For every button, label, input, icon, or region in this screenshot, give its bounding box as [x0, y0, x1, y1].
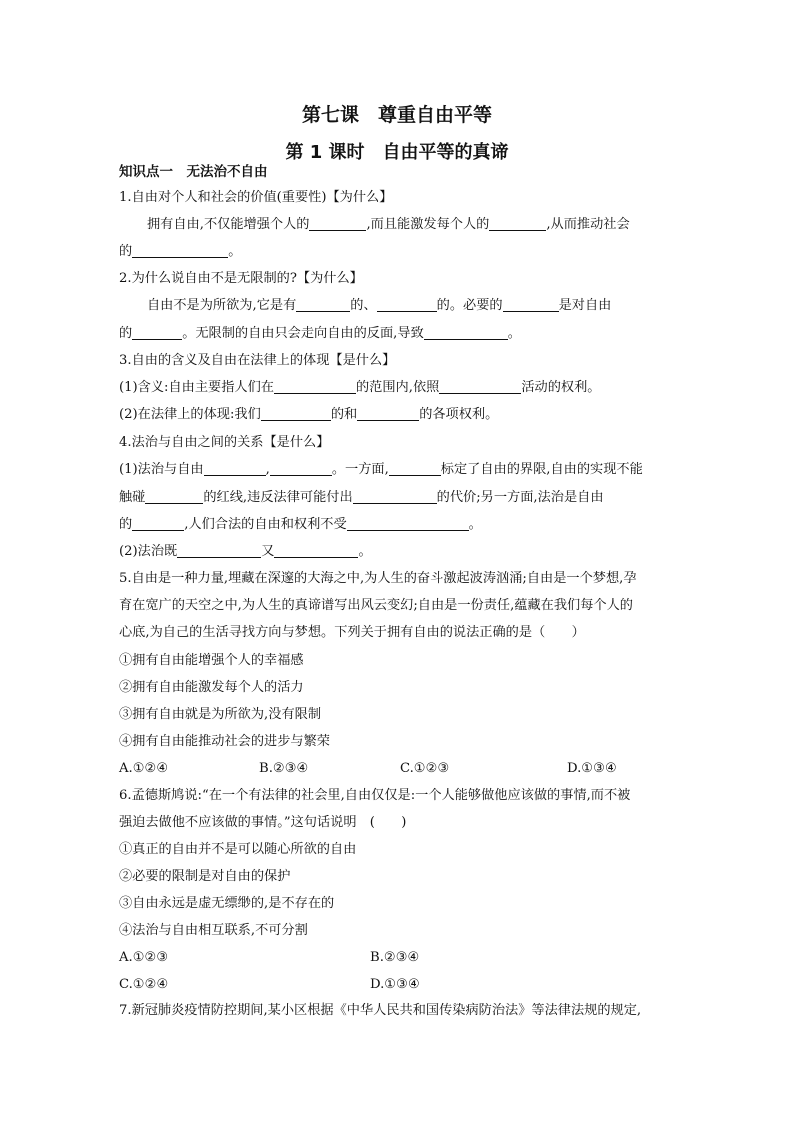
- q1-line2: 的 。: [119, 244, 242, 259]
- q3-line2: (2)在法律上的体现:我们 的和 的各项权利。: [119, 407, 499, 422]
- q5-statement-4: ④拥有自由能推动社会的进步与繁荣: [119, 734, 330, 749]
- q5-line2: 育在宽广的天空之中,为人生的真谛谱写出风云变幻;自由是一份责任,蕴藏在我们每个人的: [119, 598, 633, 613]
- fill-blank[interactable]: [132, 242, 228, 258]
- q6-statement-4: ④法治与自由相互联系,不可分割: [119, 923, 308, 938]
- q4-heading: 4.法治与自由之间的关系【是什么】: [119, 435, 330, 450]
- fill-blank[interactable]: [439, 378, 521, 394]
- q6-line1: 6.孟德斯鸠说:“在一个有法律的社会里,自由仅仅是:一个人能够做他应该做的事情,而不被: [119, 788, 631, 803]
- page-subtitle: 第 1 课时 自由平等的真谛: [285, 142, 509, 163]
- q1-heading: 1.自由对个人和社会的价值(重要性)【为什么】: [119, 190, 393, 205]
- section-heading: 知识点一 无法治不自由: [119, 164, 268, 180]
- fill-blank[interactable]: [489, 215, 546, 231]
- q5-statement-1: ①拥有自由能增强个人的幸福感: [119, 653, 304, 668]
- q2-heading: 2.为什么说自由不是无限制的?【为什么】: [119, 271, 363, 286]
- q4-line2: 触碰 的红线,违反法律可能付出 的代价;另一方面,法治是自由: [119, 490, 604, 505]
- fill-blank[interactable]: [261, 405, 331, 421]
- q4-line3: 的 ,人们合法的自由和权利不受 。: [119, 517, 482, 532]
- fill-blank[interactable]: [177, 542, 261, 558]
- q6-option-d[interactable]: D.①③④: [370, 977, 420, 992]
- q6-statement-2: ②必要的限制是对自由的保护: [119, 869, 291, 884]
- fill-blank[interactable]: [145, 488, 203, 504]
- q1-line1: 拥有自由,不仅能增强个人的 ,而且能激发每个人的 ,从而推动社会: [147, 217, 630, 232]
- q2-line1: 自由不是为所欲为,它是有 的、 的。必要的 是对自由: [147, 298, 612, 313]
- q6-line2: 强迫去做他不应该做的事情。”这句话说明 ( ): [119, 815, 407, 830]
- q5-statement-3: ③拥有自由就是为所欲为,没有限制: [119, 707, 322, 722]
- fill-blank[interactable]: [347, 515, 469, 531]
- q6-statement-1: ①真正的自由并不是可以随心所欲的自由: [119, 842, 357, 857]
- fill-blank[interactable]: [274, 378, 356, 394]
- fill-blank[interactable]: [353, 488, 437, 504]
- q4-line1: (1)法治与自由 , 。一方面, 标定了自由的界限,自由的实现不能: [119, 462, 643, 477]
- fill-blank[interactable]: [132, 515, 184, 531]
- q6-option-b[interactable]: B.②③④: [370, 950, 420, 965]
- fill-blank[interactable]: [424, 324, 508, 340]
- q3-heading: 3.自由的含义及自由在法律上的体现【是什么】: [119, 353, 396, 368]
- q5-option-d[interactable]: D.①③④: [567, 761, 617, 776]
- fill-blank[interactable]: [377, 296, 437, 312]
- q7-line1: 7.新冠肺炎疫情防控期间,某小区根据《中华人民共和国传染病防治法》等法律法规的规定,: [119, 1003, 642, 1018]
- q6-statement-3: ③自由永远是虚无缥缈的,是不存在的: [119, 896, 335, 911]
- q5-statement-2: ②拥有自由能激发每个人的活力: [119, 680, 304, 695]
- q6-option-c[interactable]: C.①②④: [119, 977, 169, 992]
- fill-blank[interactable]: [357, 405, 419, 421]
- page-title: 第七课 尊重自由平等: [301, 104, 492, 126]
- fill-blank[interactable]: [296, 296, 350, 312]
- q5-line1: 5.自由是一种力量,埋藏在深邃的大海之中,为人生的奋斗激起波涛汹涌;自由是一个梦想,孕: [119, 571, 637, 586]
- q4-line4: (2)法治既 又 。: [119, 544, 372, 559]
- fill-blank[interactable]: [132, 324, 182, 340]
- fill-blank[interactable]: [274, 542, 358, 558]
- q5-option-c[interactable]: C.①②③: [400, 761, 450, 776]
- fill-blank[interactable]: [503, 296, 559, 312]
- q2-line2: 的 。无限制的自由只会走向自由的反面,导致 。: [119, 326, 521, 341]
- q6-option-a[interactable]: A.①②③: [119, 950, 169, 965]
- fill-blank[interactable]: [204, 460, 266, 476]
- q3-line1: (1)含义:自由主要指人们在 的范围内,依照 活动的权利。: [119, 380, 601, 395]
- q5-line3: 心底,为自己的生活寻找方向与梦想。下列关于拥有自由的说法正确的是（ ）: [119, 625, 585, 640]
- fill-blank[interactable]: [309, 215, 366, 231]
- q5-option-a[interactable]: A.①②④: [119, 761, 169, 776]
- fill-blank[interactable]: [270, 460, 332, 476]
- fill-blank[interactable]: [389, 460, 441, 476]
- q5-option-b[interactable]: B.②③④: [259, 761, 309, 776]
